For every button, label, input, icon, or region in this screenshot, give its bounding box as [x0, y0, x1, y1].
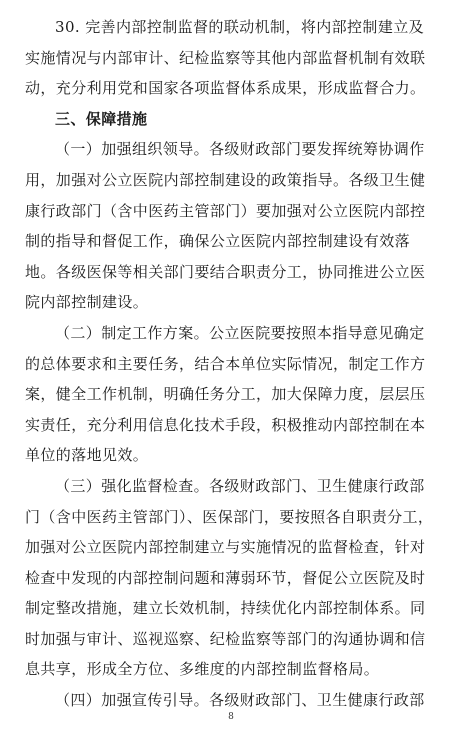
page-number: 8	[228, 712, 234, 722]
text-line: （四）加强宣传引导。各级财政部门、卫生健康行政部	[55, 691, 425, 710]
text-line: 院内部控制建设。	[25, 293, 149, 312]
section-heading: 三、保障措施	[55, 109, 148, 128]
text-line: 单位的落地见效。	[25, 446, 149, 465]
text-line: 加强对公立医院内部控制建立与实施情况的监督检查，针对	[25, 538, 426, 557]
text-line: 实施情况与内部审计、纪检监察等其他内部监督机制有效联	[25, 48, 426, 67]
text-line: 门（含中医药主管部门）、医保部门，要按照各自职责分工，	[25, 507, 434, 526]
text-line: （三）强化监督检查。各级财政部门、卫生健康行政部	[55, 476, 425, 495]
text-line: 的总体要求和主要任务，结合本单位实际情况，制定工作方	[25, 354, 426, 373]
text-line: 地。各级医保等相关部门要结合职责分工，协同推进公立医	[25, 262, 426, 281]
text-line: （二）制定工作方案。公立医院要按照本指导意见确定	[55, 323, 425, 342]
text-line: 用，加强对公立医院内部控制建设的政策指导。各级卫生健	[25, 170, 426, 189]
text-line: 息共享，形成全方位、多维度的内部控制监督格局。	[25, 660, 380, 679]
text-line: 动，充分利用党和国家各项监督体系成果，形成监督合力。	[25, 79, 426, 98]
text-line: 实责任，充分利用信息化技术手段，积极推动内部控制在本	[25, 415, 426, 434]
text-line: （一）加强组织领导。各级财政部门要发挥统筹协调作	[55, 140, 425, 159]
text-line: 制定整改措施，建立长效机制，持续优化内部控制体系。同	[25, 599, 426, 618]
text-line: 30. 完善内部控制监督的联动机制，将内部控制建立及	[55, 18, 425, 36]
text-line: 康行政部门（含中医药主管部门）要加强对公立医院内部控	[25, 201, 426, 220]
text-line: 时加强与审计、巡视巡察、纪检监察等部门的沟通协调和信	[25, 629, 426, 648]
text-line: 检查中发现的内部控制问题和薄弱环节，督促公立医院及时	[25, 568, 426, 587]
text-line: 制的指导和督促工作，确保公立医院内部控制建设有效落	[25, 232, 411, 251]
text-line: 案，健全工作机制，明确任务分工，加大保障力度，层层压	[25, 385, 426, 404]
document-body	[25, 12, 443, 716]
